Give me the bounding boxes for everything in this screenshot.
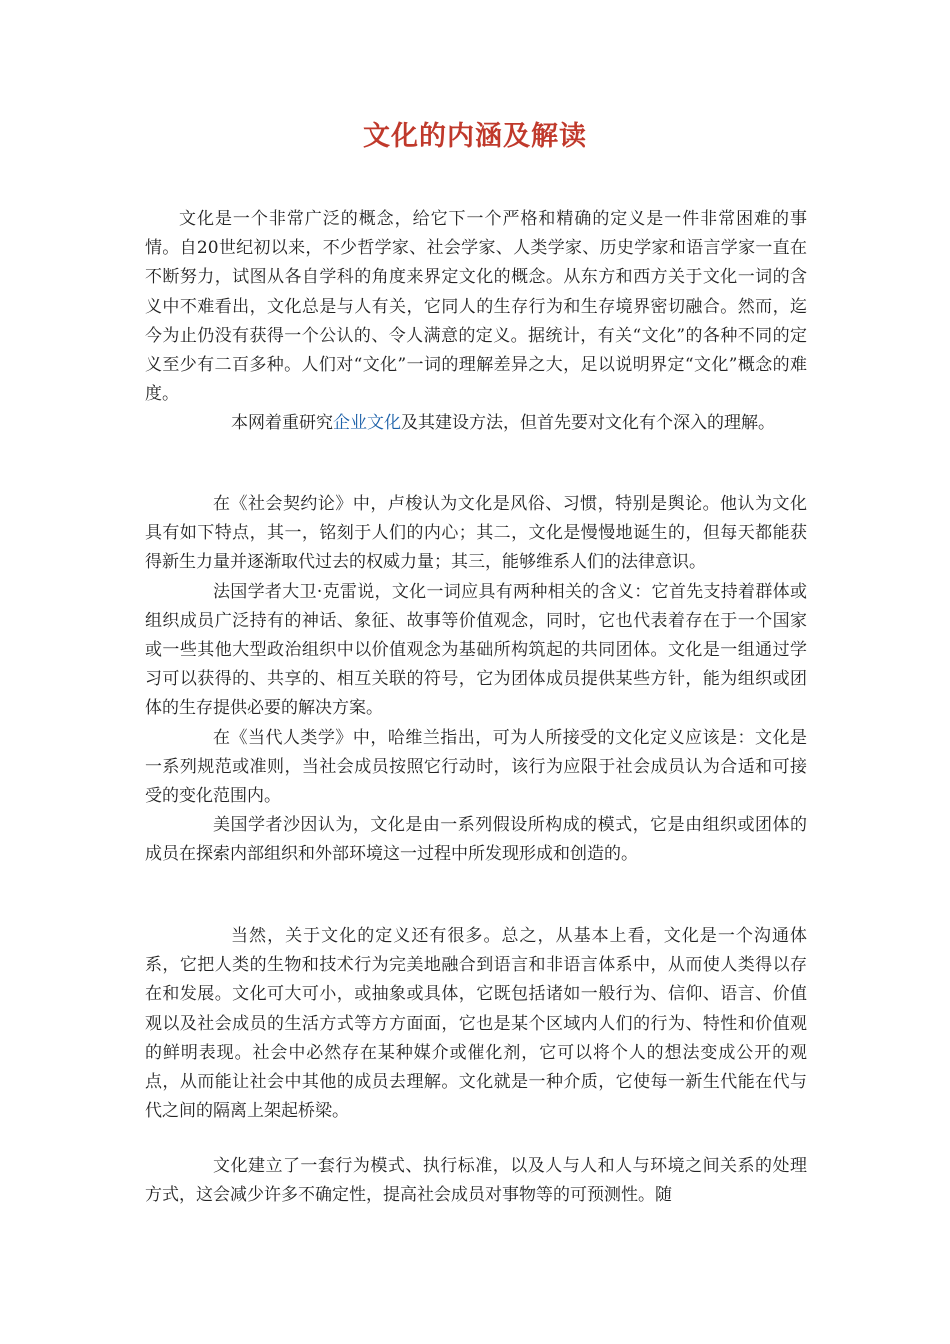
paragraph-1-block xyxy=(145,205,807,439)
paragraph-2-text-before: 本网着重研究 xyxy=(231,413,333,434)
summary-block xyxy=(145,922,807,1126)
paragraph-8: 文化建立了一套行为模式、执行标准，以及人与人和人与环境之间关系的处理方式，这会减少许多不确定性，提高社会成员对事物等的可预测性。随 xyxy=(145,1156,807,1206)
paragraph-7: 当然，关于文化的定义还有很多。总之，从基本上看，文化是一个沟通体系，它把人类的生物和技术行为完美地融合到语言和非语言体系中，从而使人类得以存在和发展。文化可大可小，或抽象或具体，它既包括诸如一般行为、信仰、语言、价值观以及社会成员的生活方式等方方面面，它也是某个区域内人们的行为、特性和价值观的鲜明表现。社会中必然存在某种媒介或催化剂，它可以将个人的想法变成公开的观点，从而能让社会中其他的成员去理解。文化就是一种介质，它使每一新生代能在代与代之间的隔离上架起桥梁。 xyxy=(145,926,807,1122)
paragraph-4: 法国学者大卫·克雷说，文化一词应具有两种相关的含义：它首先支持着群体或组织成员广泛持有的神话、象征、故事等价值观念，同时，它也代表着存在于一个国家或一些其他大型政治组织中以价值观念为基础所构筑起的共同团体。文化是一组通过学习可以获得的、共享的、相互关联的符号，它为团体成员提供某些方针，能为组织或团体的生存提供必要的解决方案。 xyxy=(145,581,807,719)
page-title: 文化的内涵及解读 xyxy=(363,121,587,152)
paragraph-2-text-after: 及其建设方法，但首先要对文化有个深入的理解。 xyxy=(401,413,775,434)
paragraph-3: 在《社会契约论》中，卢梭认为文化是风俗、习惯，特别是舆论。他认为文化具有如下特点，其一，铭刻于人们的内心；其二，文化是慢慢地诞生的，但每天都能获得新生力量并逐渐取代过去的权威力量；其三，能够维系人们的法律意识。 xyxy=(145,494,807,573)
paragraph-2 xyxy=(145,409,807,438)
paragraph-1: 文化是一个非常广泛的概念，给它下一个严格和精确的定义是一件非常困难的事情。自20世纪初以来，不少哲学家、社会学家、人类学家、历史学家和语言学家一直在不断努力，试图从各自学科的角度来界定文化的概念。从东方和西方关于文化一词的含义中不难看出，文化总是与人有关，它同人的生存行为和生存境界密切融合。然而，迄今为止仍没有获得一个公认的、令人满意的定义。据统计，有关“文化”的各种不同的定义至少有二百多种。人们对“文化”一词的理解差异之大，足以说明界定“文化”概念的难度。 xyxy=(145,209,807,405)
paragraph-5: 在《当代人类学》中，哈维兰指出，可为人所接受的文化定义应该是：文化是一系列规范或准则，当社会成员按照它行动时，该行为应限于社会成员认为合适和可接受的变化范围内。 xyxy=(145,727,807,807)
closing-block xyxy=(145,1152,807,1210)
enterprise-culture-link[interactable]: 企业文化 xyxy=(333,413,401,434)
paragraph-6: 美国学者沙因认为，文化是由一系列假设所构成的模式，它是由组织或团体的成员在探索内部组织和外部环境这一过程中所发现形成和创造的。 xyxy=(145,815,807,865)
definitions-block xyxy=(145,490,807,870)
